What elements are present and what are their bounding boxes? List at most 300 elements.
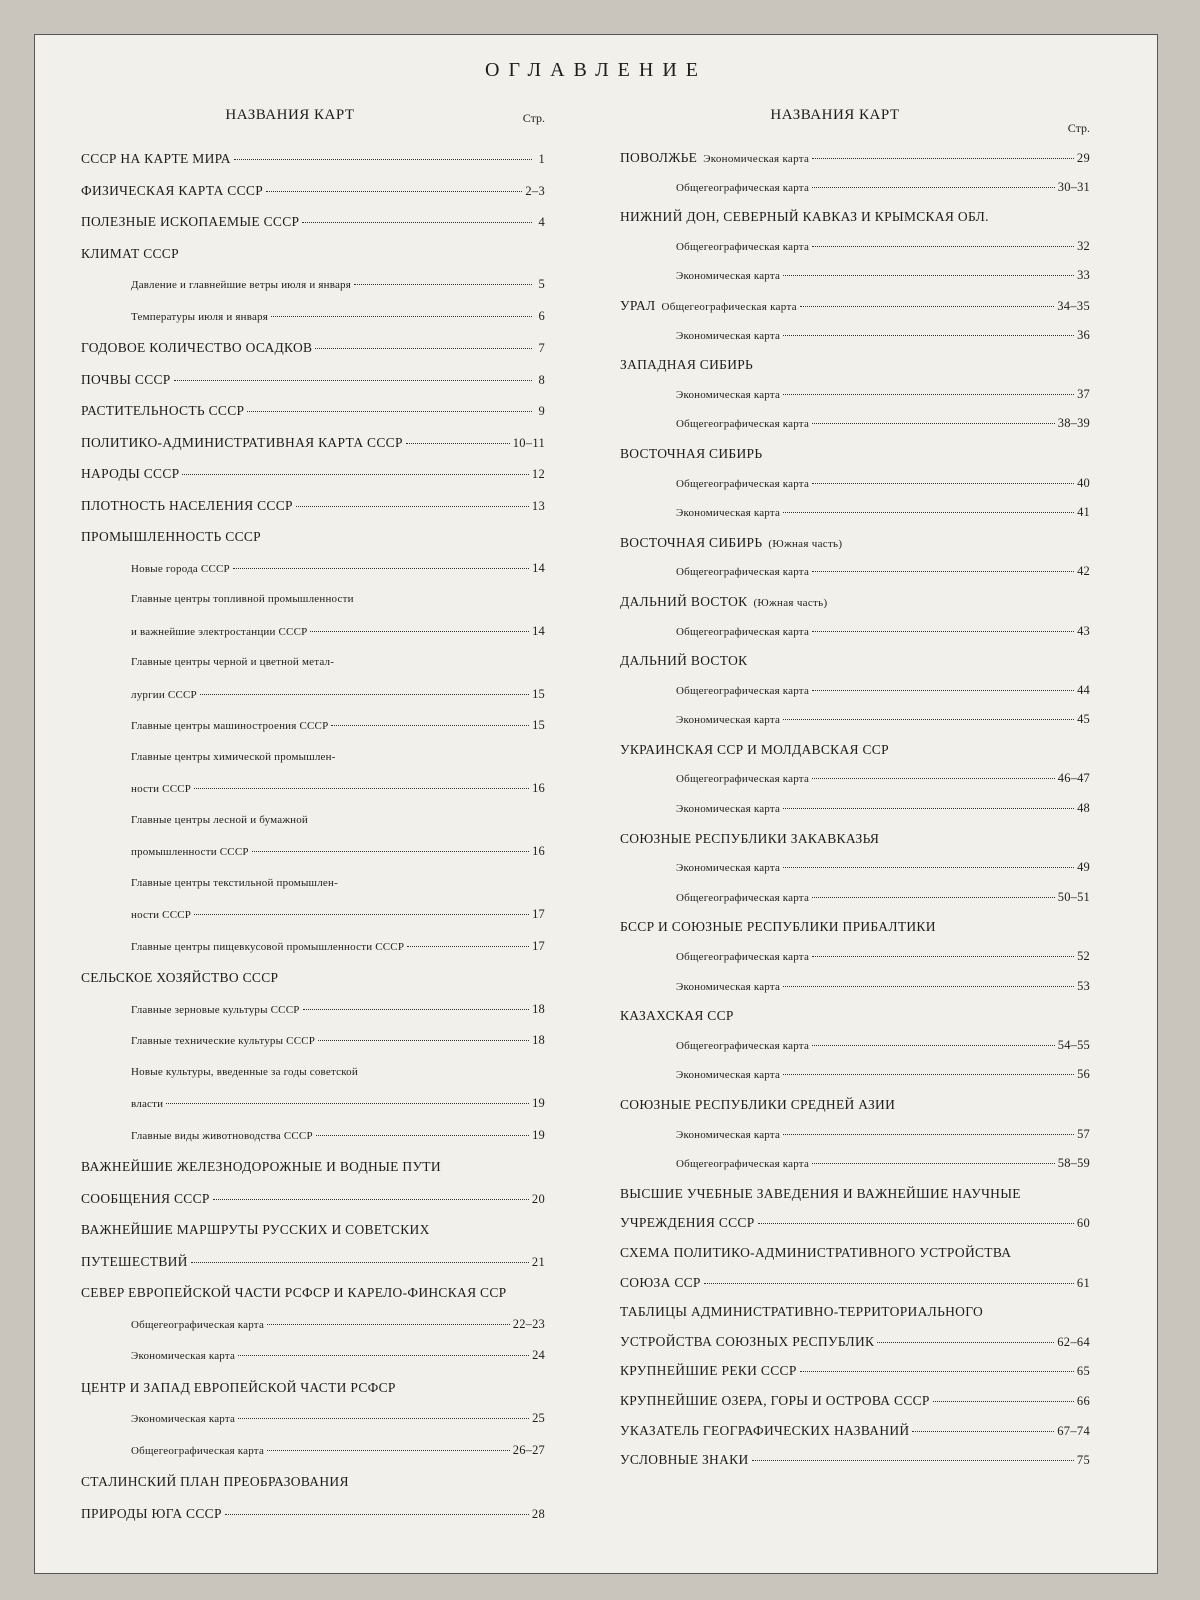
page-number: 14 (532, 623, 545, 638)
leader-dots (213, 1199, 529, 1200)
entry-title: Экономическая карта (676, 862, 781, 875)
toc-entry (620, 1327, 1090, 1357)
entry-title: ПОВОЛЖЬЕ (620, 150, 698, 165)
entry-title: СХЕМА ПОЛИТИКО-АДМИНИСТРАТИВНОГО УСТРОЙСТВА (620, 1244, 1012, 1260)
toc-entry (620, 1386, 1090, 1416)
leader-dots (303, 1009, 530, 1010)
entry-title: и важнейшие электростанции СССР (131, 625, 308, 638)
entry-title: СОЮЗНЫЕ РЕСПУБЛИКИ СРЕДНЕЙ АЗИИ (620, 1097, 896, 1112)
entry-title: Общегеографическая карта (676, 891, 810, 904)
leader-dots (783, 986, 1074, 987)
leader-dots (783, 719, 1074, 720)
page-column-heading: Стр. (1067, 121, 1090, 135)
leader-dots (315, 348, 532, 349)
toc-entry (75, 1498, 545, 1530)
toc-subentry (75, 269, 545, 301)
entry-title: ЗАПАДНАЯ СИБИРЬ (620, 357, 754, 373)
toc-entry (620, 439, 1090, 469)
page-number: 43 (1077, 623, 1090, 638)
toc-entry (75, 238, 545, 270)
entry-title: СТАЛИНСКИЙ ПЛАН ПРЕОБРАЗОВАНИЯ (81, 1474, 349, 1489)
toc-entry (75, 1183, 545, 1215)
leader-dots (812, 778, 1055, 779)
leader-dots (194, 914, 529, 915)
page-number: 12 (531, 467, 545, 481)
page-number: 13 (531, 498, 545, 513)
toc-entry (75, 395, 545, 427)
leader-dots (166, 1103, 529, 1104)
entry-title: СОЮЗНЫЕ РЕСПУБЛИКИ ЗАКАВКАЗЬЯ (620, 830, 880, 846)
toc-subentry (75, 679, 545, 711)
toc-subentry (75, 1057, 545, 1089)
entry-title: Экономическая карта (676, 714, 781, 727)
toc-entry (620, 1268, 1090, 1298)
entry-title: Общегеографическая карта (676, 1158, 810, 1171)
toc-subentry (620, 1120, 1090, 1150)
page-number: 7 (538, 341, 545, 355)
entry-title: Экономическая карта (676, 507, 781, 520)
page-number: 21 (531, 1254, 545, 1269)
leader-dots (800, 1371, 1074, 1372)
leader-dots (912, 1431, 1054, 1432)
leader-dots (783, 1134, 1074, 1135)
entry-title: Главные центры черной и цветной метал- (131, 656, 335, 668)
entry-title: Общегеографическая карта (676, 240, 810, 253)
entry-title: Общегеографическая карта (676, 477, 810, 490)
entry-title: Экономическая карта (131, 1350, 236, 1362)
entry-title: ЦЕНТР И ЗАПАД ЕВРОПЕЙСКОЙ ЧАСТИ РСФСР (81, 1379, 396, 1395)
entry-title: НИЖНИЙ ДОН, СЕВЕРНЫЙ КАВКАЗ И КРЫМСКАЯ ОБЛ. (620, 209, 989, 225)
leader-dots (271, 316, 532, 317)
page-number: 36 (1077, 327, 1090, 342)
page-number: 40 (1077, 475, 1090, 490)
page-number: 18 (532, 1001, 545, 1016)
leader-dots (238, 1418, 529, 1419)
entry-title: КЛИМАТ СССР (81, 245, 179, 261)
page-number: 24 (532, 1348, 545, 1362)
toc-entry (75, 206, 545, 238)
page-number: 25 (532, 1411, 545, 1425)
toc-subentry (620, 676, 1090, 706)
entry-title: Главные центры топливной промышленности (131, 593, 354, 605)
page-number: 42 (1077, 564, 1090, 579)
left-column (75, 103, 545, 1529)
toc-entry (75, 458, 545, 490)
page-number: 30–31 (1057, 179, 1090, 194)
leader-dots (296, 506, 529, 507)
toc-subentry (75, 584, 545, 616)
page-number: 2–3 (525, 183, 545, 198)
page-number: 34–35 (1057, 298, 1090, 313)
toc-entry (75, 1466, 545, 1498)
page-number: 66 (1076, 1393, 1090, 1408)
entry-title: ВАЖНЕЙШИЕ МАРШРУТЫ РУССКИХ И СОВЕТСКИХ (81, 1222, 430, 1237)
page-number: 67–74 (1057, 1423, 1090, 1438)
leader-dots (812, 246, 1074, 247)
leader-dots (267, 1324, 510, 1325)
entry-tag: (Южная часть) (753, 596, 828, 609)
page-number: 5 (538, 277, 545, 291)
toc-entry (620, 824, 1090, 854)
page-number: 58–59 (1057, 1156, 1090, 1171)
entry-title: УСТРОЙСТВА СОЮЗНЫХ РЕСПУБЛИК (620, 1333, 875, 1349)
toc-subentry (620, 321, 1090, 351)
page-number: 32 (1077, 238, 1090, 253)
leader-dots (783, 335, 1074, 336)
entry-title: УЧРЕЖДЕНИЯ СССР (620, 1215, 755, 1231)
leader-dots (266, 191, 522, 192)
toc-subentry (620, 853, 1090, 883)
entry-title: ФИЗИЧЕСКАЯ КАРТА СССР (81, 182, 264, 198)
entry-title: Общегеографическая карта (676, 773, 810, 786)
toc-subentry (620, 1149, 1090, 1179)
leader-dots (331, 725, 529, 726)
entry-title: СОЮЗА ССР (620, 1274, 701, 1290)
entry-title: ности СССР (131, 783, 192, 795)
toc-entry (620, 528, 1090, 558)
entry-title: ВЫСШИЕ УЧЕБНЫЕ ЗАВЕДЕНИЯ И ВАЖНЕЙШИЕ НАУЧНЫЕ (620, 1185, 1021, 1201)
toc-subentry (75, 1088, 545, 1120)
page-number: 50–51 (1057, 889, 1090, 904)
leader-dots (200, 694, 529, 695)
leader-dots (812, 690, 1074, 691)
leader-dots (406, 443, 510, 444)
page-number: 41 (1077, 505, 1090, 520)
toc-entry (75, 427, 545, 459)
entry-title: ности СССР (131, 909, 192, 921)
entry-title: СООБЩЕНИЯ СССР (81, 1190, 210, 1206)
right-column (620, 103, 1090, 1475)
leader-dots (225, 1514, 529, 1515)
left-column-header (75, 103, 545, 143)
column-heading: НАЗВАНИЯ КАРТ (225, 107, 355, 123)
toc-subentry (75, 1025, 545, 1057)
page-number: 56 (1077, 1067, 1090, 1082)
toc-entry (75, 1277, 545, 1309)
toc-subentry (75, 710, 545, 742)
right-entries (620, 143, 1090, 1475)
toc-subentry (620, 498, 1090, 528)
leader-dots (407, 946, 529, 947)
entry-title: СССР НА КАРТЕ МИРА (81, 151, 231, 166)
toc-subentry (75, 1340, 545, 1372)
leader-dots (783, 394, 1074, 395)
entry-title: Общегеографическая карта (676, 181, 810, 194)
page-number: 57 (1077, 1126, 1090, 1141)
entry-title: лургии СССР (131, 688, 197, 701)
entry-title: ПОЧВЫ СССР (81, 371, 171, 387)
entry-title: Экономическая карта (676, 1128, 781, 1141)
leader-dots (238, 1355, 529, 1356)
toc-subentry (75, 868, 545, 900)
page-number: 15 (532, 718, 545, 732)
toc-subentry (75, 899, 545, 931)
toc-entry (620, 202, 1090, 232)
page-number: 22–23 (512, 1316, 545, 1331)
toc-subentry (620, 617, 1090, 647)
leader-dots (194, 788, 529, 789)
toc-subentry (75, 836, 545, 868)
leader-dots (812, 158, 1074, 159)
entry-title: Экономическая карта (676, 1069, 781, 1082)
page-number: 29 (1076, 151, 1090, 165)
toc-entry (620, 350, 1090, 380)
right-column-header (620, 103, 1090, 143)
entry-title: ВОСТОЧНАЯ СИБИРЬ (620, 534, 763, 550)
toc-entry (620, 1356, 1090, 1386)
page-number: 15 (532, 686, 545, 701)
entry-title: Экономическая карта (676, 329, 781, 342)
leader-dots (812, 956, 1074, 957)
toc-subentry (620, 469, 1090, 499)
page-number: 16 (532, 781, 545, 795)
entry-title: КРУПНЕЙШИЕ ОЗЕРА, ГОРЫ И ОСТРОВА СССР (620, 1392, 930, 1408)
toc-entry (620, 1445, 1090, 1475)
toc-entry (620, 587, 1090, 617)
page-number: 52 (1077, 949, 1090, 964)
entry-title: ВАЖНЕЙШИЕ ЖЕЛЕЗНОДОРОЖНЫЕ И ВОДНЫЕ ПУТИ (81, 1159, 441, 1174)
entry-title: Экономическая карта (676, 388, 781, 401)
leader-dots (812, 423, 1055, 424)
entry-title: Экономическая карта (676, 803, 781, 816)
entry-title: ПОЛИТИКО-АДМИНИСТРАТИВНАЯ КАРТА СССР (81, 434, 403, 450)
entry-title: Общегеографическая карта (676, 418, 810, 431)
toc-entry (620, 646, 1090, 676)
leader-dots (812, 187, 1055, 188)
entry-title: Главные центры пищевкусовой промышленности СССР (131, 940, 405, 953)
entry-title: Давление и главнейшие ветры июля и января (131, 279, 352, 291)
entry-title: Новые города СССР (131, 562, 230, 575)
toc-subentry (75, 616, 545, 648)
leader-dots (310, 631, 529, 632)
entry-title: РАСТИТЕЛЬНОСТЬ СССР (81, 403, 245, 418)
page-number: 44 (1077, 682, 1090, 697)
entry-title: БССР И СОЮЗНЫЕ РЕСПУБЛИКИ ПРИБАЛТИКИ (620, 919, 936, 935)
toc-subentry (75, 805, 545, 837)
entry-title: ТАБЛИЦЫ АДМИНИСТРАТИВНО-ТЕРРИТОРИАЛЬНОГО (620, 1304, 984, 1320)
toc-page (34, 34, 1158, 1574)
entry-title: НАРОДЫ СССР (81, 466, 180, 481)
page-number: 10–11 (512, 435, 545, 450)
page-number: 61 (1076, 1275, 1090, 1290)
toc-subentry (620, 1060, 1090, 1090)
toc-subentry (620, 557, 1090, 587)
entry-title: УРАЛ (620, 297, 656, 313)
toc-subentry (620, 409, 1090, 439)
leader-dots (812, 571, 1074, 572)
toc-entry (620, 1090, 1090, 1120)
leader-dots (812, 631, 1074, 632)
entry-title: Общегеографическая карта (676, 625, 810, 638)
entry-title: УСЛОВНЫЕ ЗНАКИ (620, 1452, 749, 1468)
page-number: 54–55 (1057, 1037, 1090, 1052)
entry-title: власти (131, 1098, 164, 1110)
page-number: 17 (532, 907, 545, 921)
toc-subentry (620, 1031, 1090, 1061)
leader-dots (752, 1460, 1074, 1461)
toc-entry (75, 1151, 545, 1183)
page-number: 60 (1076, 1216, 1090, 1231)
toc-entry (620, 735, 1090, 765)
entry-title: УКРАИНСКАЯ ССР И МОЛДАВСКАЯ ССР (620, 741, 889, 757)
entry-title: Главные центры машиностроения СССР (131, 720, 329, 732)
entry-title: ПРОМЫШЛЕННОСТЬ СССР (81, 529, 261, 544)
leader-dots (233, 568, 529, 569)
leader-dots (783, 275, 1074, 276)
toc-subentry (75, 647, 545, 679)
left-entries (75, 143, 545, 1529)
entry-title: ВОСТОЧНАЯ СИБИРЬ (620, 445, 763, 461)
toc-subentry (75, 742, 545, 774)
toc-entry (620, 1238, 1090, 1268)
page-number: 16 (532, 844, 545, 858)
toc-entry (620, 291, 1090, 321)
entry-title: УКАЗАТЕЛЬ ГЕОГРАФИЧЕСКИХ НАЗВАНИЙ (620, 1422, 910, 1438)
page-number: 53 (1077, 978, 1090, 993)
entry-title: ПЛОТНОСТЬ НАСЕЛЕНИЯ СССР (81, 497, 293, 513)
entry-title: Главные центры текстильной промышлен- (131, 876, 338, 889)
toc-subentry (75, 994, 545, 1026)
leader-dots (234, 159, 532, 160)
page-number: 46–47 (1057, 771, 1090, 786)
leader-dots (182, 474, 528, 475)
entry-title: СЕЛЬСКОЕ ХОЗЯЙСТВО СССР (81, 970, 279, 985)
entry-tag: Общегеографическая карта (661, 300, 797, 313)
page-number: 38–39 (1057, 416, 1090, 431)
entry-title: Главные центры химической промышлен- (131, 750, 336, 763)
toc-subentry (75, 1309, 545, 1341)
entry-title: Экономическая карта (676, 270, 781, 283)
leader-dots (812, 1045, 1055, 1046)
toc-entry (75, 1246, 545, 1278)
toc-subentry (75, 1403, 545, 1435)
page-number: 6 (538, 308, 545, 323)
entry-title: Общегеографическая карта (676, 684, 810, 697)
page-number: 48 (1077, 801, 1090, 816)
leader-dots (174, 380, 532, 381)
leader-dots (783, 1074, 1074, 1075)
page-number: 28 (531, 1506, 545, 1521)
page-number: 9 (538, 404, 545, 418)
leader-dots (812, 1163, 1055, 1164)
toc-subentry (620, 261, 1090, 291)
toc-entry (620, 1297, 1090, 1327)
entry-tag: Экономическая карта (703, 153, 810, 165)
entry-title: Экономическая карта (131, 1413, 236, 1425)
page-number: 1 (538, 152, 545, 166)
entry-title: Главные виды животноводства СССР (131, 1129, 313, 1142)
column-heading: НАЗВАНИЯ КАРТ (770, 107, 900, 123)
toc-entry (620, 1416, 1090, 1446)
leader-dots (783, 808, 1074, 809)
page-number: 20 (531, 1191, 545, 1206)
toc-entry (620, 1179, 1090, 1209)
page-number: 19 (532, 1096, 545, 1110)
leader-dots (758, 1223, 1074, 1224)
entry-title: Общегеографическая карта (131, 1444, 265, 1457)
toc-entry (75, 364, 545, 396)
toc-subentry (75, 553, 545, 585)
leader-dots (267, 1450, 510, 1451)
toc-entry (75, 143, 545, 175)
leader-dots (800, 306, 1054, 307)
entry-title: КАЗАХСКАЯ ССР (620, 1008, 734, 1024)
toc-entry (620, 1001, 1090, 1031)
leader-dots (302, 222, 532, 223)
entry-title: ПОЛЕЗНЫЕ ИСКОПАЕМЫЕ СССР (81, 214, 300, 229)
toc-entry (620, 143, 1090, 173)
toc-subentry (620, 380, 1090, 410)
leader-dots (783, 512, 1074, 513)
entry-title: Общегеографическая карта (676, 1039, 810, 1052)
page-number: 8 (538, 372, 545, 387)
entry-tag: (Южная часть) (768, 537, 843, 550)
page-number: 75 (1076, 1453, 1090, 1468)
toc-subentry (75, 1120, 545, 1152)
leader-dots (933, 1401, 1074, 1402)
toc-subentry (75, 301, 545, 333)
page-number: 33 (1077, 268, 1090, 283)
page-number: 45 (1077, 712, 1090, 727)
page-number: 14 (532, 560, 545, 575)
leader-dots (252, 851, 529, 852)
toc-subentry (75, 773, 545, 805)
leader-dots (704, 1283, 1074, 1284)
leader-dots (318, 1040, 529, 1041)
entry-title: Температуры июля и января (131, 310, 269, 323)
entry-title: Главные центры лесной и бумажной (131, 813, 309, 826)
toc-subentry (620, 972, 1090, 1002)
toc-subentry (620, 173, 1090, 203)
toc-subentry (620, 764, 1090, 794)
page-number: 26–27 (512, 1442, 545, 1457)
entry-title: Главные зерновые культуры СССР (131, 1003, 300, 1016)
entry-title: Общегеографическая карта (676, 951, 810, 964)
entry-title: ДАЛЬНИЙ ВОСТОК (620, 593, 748, 609)
entry-title: промышленности СССР (131, 846, 249, 858)
toc-entry (75, 332, 545, 364)
leader-dots (877, 1342, 1054, 1343)
entry-title: Общегеографическая карта (676, 566, 810, 579)
page-number: 19 (532, 1127, 545, 1142)
toc-entry (75, 962, 545, 994)
page-number: 4 (538, 215, 545, 229)
toc-subentry (75, 931, 545, 963)
leader-dots (247, 411, 532, 412)
toc-subentry (620, 794, 1090, 824)
entry-title: СЕВЕР ЕВРОПЕЙСКОЙ ЧАСТИ РСФСР И КАРЕЛО-ФИНСКАЯ ССР (81, 1285, 507, 1300)
toc-entry (620, 1208, 1090, 1238)
entry-title: Экономическая карта (676, 980, 781, 993)
leader-dots (316, 1135, 529, 1136)
entry-title: Главные технические культуры СССР (131, 1035, 316, 1047)
leader-dots (783, 867, 1074, 868)
entry-title: ПРИРОДЫ ЮГА СССР (81, 1505, 222, 1521)
toc-entry (75, 521, 545, 553)
entry-title: КРУПНЕЙШИЕ РЕКИ СССР (620, 1363, 797, 1379)
toc-subentry (620, 232, 1090, 262)
leader-dots (812, 897, 1055, 898)
page-title: ОГЛАВЛЕНИЕ (485, 59, 707, 81)
entry-title: ГОДОВОЕ КОЛИЧЕСТВО ОСАДКОВ (81, 340, 313, 355)
toc-subentry (620, 942, 1090, 972)
leader-dots (191, 1262, 529, 1263)
page-number: 65 (1076, 1364, 1090, 1379)
entry-title: Общегеографическая карта (131, 1318, 265, 1331)
leader-dots (354, 284, 532, 285)
toc-entry (75, 1372, 545, 1404)
entry-title: ДАЛЬНИЙ ВОСТОК (620, 653, 748, 669)
